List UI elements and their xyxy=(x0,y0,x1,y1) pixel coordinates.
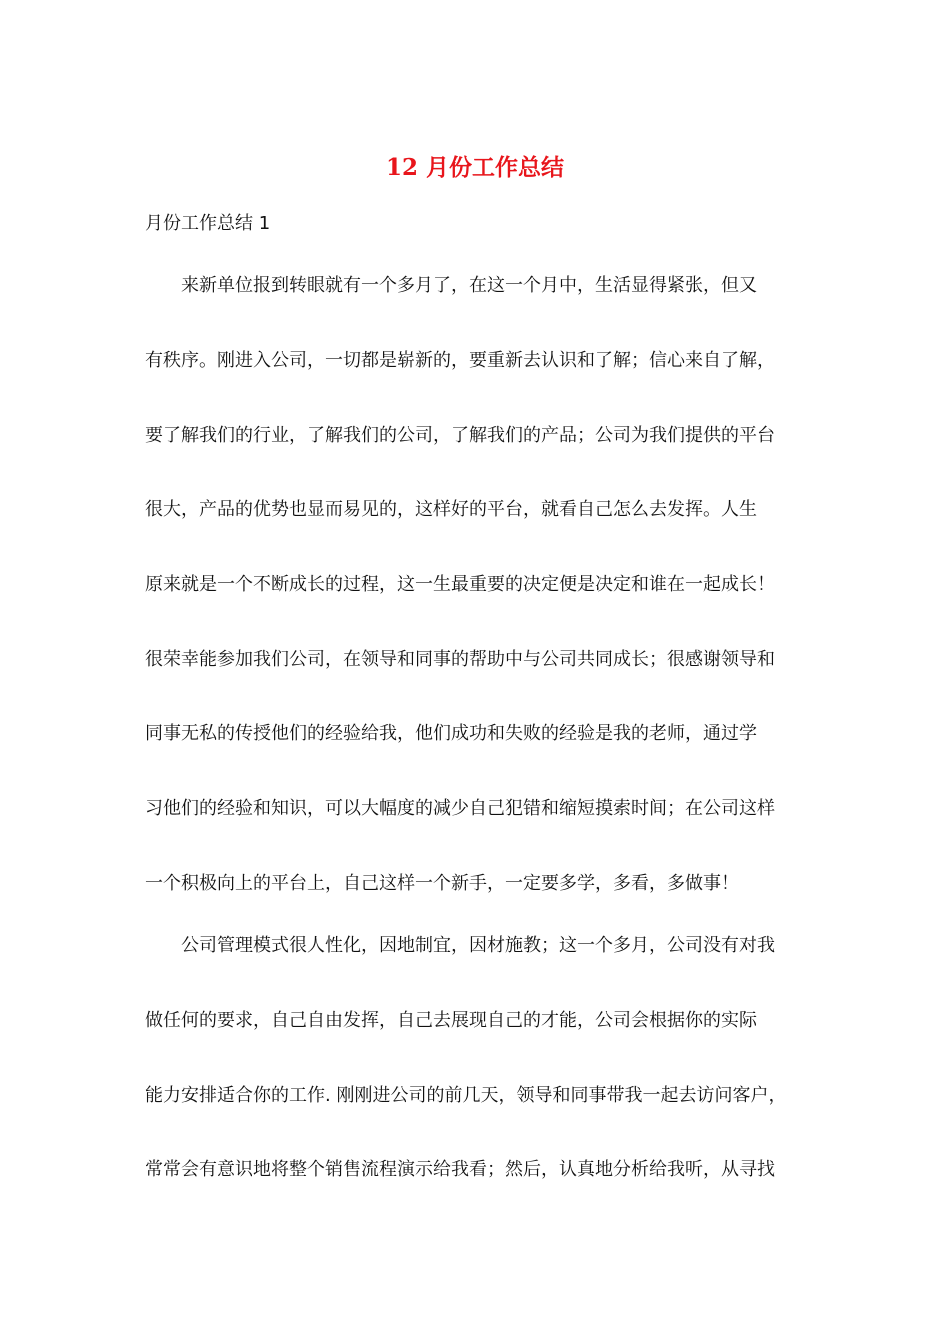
paragraph-line: 同事无私的传授他们的经验给我，他们成功和失败的经验是我的老师，通过学 xyxy=(145,723,757,744)
paragraph-line: 要了解我们的行业，了解我们的公司，了解我们的产品；公司为我们提供的平台 xyxy=(145,425,775,446)
paragraph-line: 原来就是一个不断成长的过程，这一生最重要的决定便是决定和谁在一起成长！ xyxy=(145,574,775,595)
paragraph-line: 公司管理模式很人性化，因地制宜，因材施教；这一个多月，公司没有对我 xyxy=(181,935,775,956)
paragraph-line: 很大，产品的优势也显而易见的，这样好的平台，就看自己怎么去发挥。人生 xyxy=(145,499,757,520)
paragraph-line: 很荣幸能参加我们公司，在领导和同事的帮助中与公司共同成长；很感谢领导和 xyxy=(145,649,775,670)
paragraph-line: 有秩序。刚进入公司，一切都是崭新的，要重新去认识和了解；信心来自了解， xyxy=(145,350,775,371)
paragraph-line: 来新单位报到转眼就有一个多月了，在这一个月中，生活显得紧张，但又 xyxy=(181,275,757,296)
paragraph-line: 习他们的经验和知识，可以大幅度的减少自己犯错和缩短摸索时间；在公司这样 xyxy=(145,798,775,819)
paragraph-line: 能力安排适合你的工作. 刚刚进公司的前几天，领导和同事带我一起去访问客户， xyxy=(145,1085,787,1106)
paragraph-line: 做任何的要求，自己自由发挥，自己去展现自己的才能，公司会根据你的实际 xyxy=(145,1010,757,1031)
section-subtitle: 月份工作总结 1 xyxy=(145,213,271,234)
paragraph-line: 一个积极向上的平台上，自己这样一个新手，一定要多学，多看，多做事！ xyxy=(145,873,739,894)
document-title: 12 月份工作总结 xyxy=(385,154,564,181)
paragraph-line: 常常会有意识地将整个销售流程演示给我看；然后，认真地分析给我听，从寻找 xyxy=(145,1159,775,1180)
